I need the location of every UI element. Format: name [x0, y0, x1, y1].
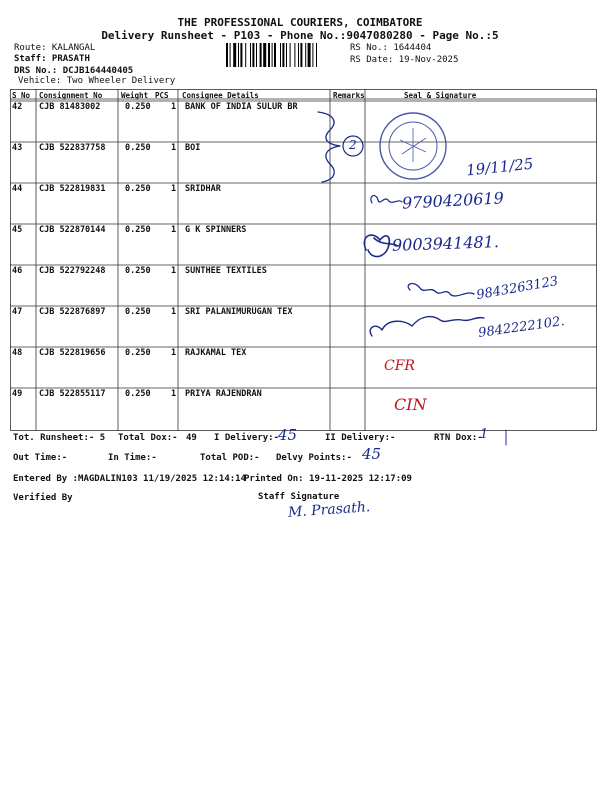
row-weight: 0.250 — [125, 143, 151, 153]
handwritten-phone-47: 9842222102. — [477, 314, 566, 341]
row-pcs: 1 — [171, 184, 177, 194]
tot-runsheet: Tot. Runsheet:- 5 — [13, 433, 106, 443]
row-sno: 49 — [12, 389, 23, 399]
row-consignment-no: CJB 522819831 — [39, 184, 106, 194]
row-consignment-no: CJB 522819656 — [39, 348, 106, 358]
handwritten-date: 19/11/25 — [465, 154, 535, 180]
row-sno: 45 — [12, 225, 23, 235]
row-weight: 0.250 — [125, 389, 151, 399]
row-weight: 0.250 — [125, 225, 151, 235]
handwritten-phone-45: 9003941481. — [391, 232, 500, 255]
handwritten-mark-49: CIN — [394, 395, 427, 414]
total-dox-label: Total Dox:- — [118, 433, 178, 443]
row-pcs: 1 — [171, 348, 177, 358]
rtn-dox-value: 1 — [480, 427, 489, 442]
ii-delivery-label: II Delivery:- — [325, 433, 396, 443]
total-dox-value: 49 — [186, 433, 197, 443]
vehicle-label: Vehicle: Two Wheeler Delivery — [18, 76, 176, 86]
total-pod-label: Total POD:- — [200, 453, 260, 463]
row-consignment-no: CJB 522876897 — [39, 307, 106, 317]
row-consignee: SRIDHAR — [185, 184, 221, 194]
staff-signature-handwriting: M. Prasath. — [287, 499, 371, 521]
remark-circle-number: 2 — [349, 138, 357, 152]
row-consignment-no: CJB 81483002 — [39, 102, 101, 112]
runsheet-title: Delivery Runsheet - P103 - Phone No.:9047080280 - Page No.:5 — [101, 29, 499, 42]
row-pcs: 1 — [171, 225, 177, 235]
row-weight: 0.250 — [125, 102, 151, 112]
signature-47-scribble — [370, 317, 484, 336]
col-header-consignment: Consignment No — [39, 91, 103, 100]
col-header-pcs: PCS — [155, 91, 169, 100]
delvy-points-label: Delvy Points:- — [276, 453, 352, 463]
staff-label: Staff: PRASATH — [14, 54, 90, 64]
bank-stamp-seal — [380, 113, 446, 179]
row-consignee: SRI PALANIMURUGAN TEX — [185, 307, 293, 317]
row-consignee: BANK OF INDIA SULUR BR — [185, 102, 298, 112]
row-consignee: PRIYA RAJENDRAN — [185, 389, 262, 399]
col-header-weight: Weight — [121, 91, 149, 100]
handwritten-phone-44: 9790420619 — [401, 188, 505, 213]
delvy-points-value: 45 — [362, 445, 382, 463]
row-sno: 43 — [12, 143, 23, 153]
row-pcs: 1 — [171, 143, 177, 153]
col-header-sno: S No — [12, 91, 31, 100]
i-delivery-value: 45 — [278, 426, 298, 444]
row-sno: 47 — [12, 307, 23, 317]
row-sno: 44 — [12, 184, 23, 194]
rs-date: RS Date: 19-Nov-2025 — [350, 55, 459, 65]
row-pcs: 1 — [171, 307, 177, 317]
out-time-label: Out Time:- — [13, 453, 68, 463]
row-consignee: BOI — [185, 143, 201, 153]
entered-by: Entered By :MAGDALIN103 11/19/2025 12:14:14 — [13, 474, 246, 484]
rs-number: RS No.: 1644404 — [350, 43, 432, 53]
col-header-remarks: Remarks — [333, 91, 365, 100]
printed-on: Printed On: 19-11-2025 12:17:09 — [244, 474, 412, 484]
row-weight: 0.250 — [125, 184, 151, 194]
rtn-dox-label: RTN Dox:- — [434, 433, 483, 443]
remark-brace — [318, 112, 340, 182]
handwritten-phone-46: 9843263123 — [475, 273, 560, 304]
row-pcs: 1 — [171, 389, 177, 399]
route-label: Route: KALANGAL — [14, 43, 96, 53]
row-consignment-no: CJB 522837758 — [39, 143, 106, 153]
row-sno: 48 — [12, 348, 23, 358]
row-sno: 42 — [12, 102, 23, 112]
row-consignee: SUNTHEE TEXTILES — [185, 266, 267, 276]
row-pcs: 1 — [171, 266, 177, 276]
row-consignee: RAJKAMAL TEX — [185, 348, 247, 358]
col-header-seal: Seal & Signature — [404, 91, 477, 100]
staff-signature-label: Staff Signature — [258, 492, 340, 502]
row-consignment-no: CJB 522855117 — [39, 389, 106, 399]
row-pcs: 1 — [171, 102, 177, 112]
signature-46-scribble — [408, 284, 474, 296]
handwritten-mark-48: CFR — [384, 358, 415, 374]
row-consignment-no: CJB 522792248 — [39, 266, 106, 276]
in-time-label: In Time:- — [108, 453, 157, 463]
row-consignee: G K SPINNERS — [185, 225, 247, 235]
company-title: THE PROFESSIONAL COURIERS, COIMBATORE — [177, 16, 423, 29]
row-weight: 0.250 — [125, 348, 151, 358]
signature-44-scribble — [371, 196, 402, 203]
i-delivery-label: I Delivery:- — [214, 433, 280, 443]
row-consignment-no: CJB 522870144 — [39, 225, 106, 235]
row-weight: 0.250 — [125, 266, 151, 276]
drs-label: DRS No.: DCJB164440405 — [14, 66, 134, 76]
col-header-consignee: Consignee Details — [182, 91, 259, 100]
row-weight: 0.250 — [125, 307, 151, 317]
verified-by: Verified By — [13, 493, 73, 503]
row-sno: 46 — [12, 266, 23, 276]
